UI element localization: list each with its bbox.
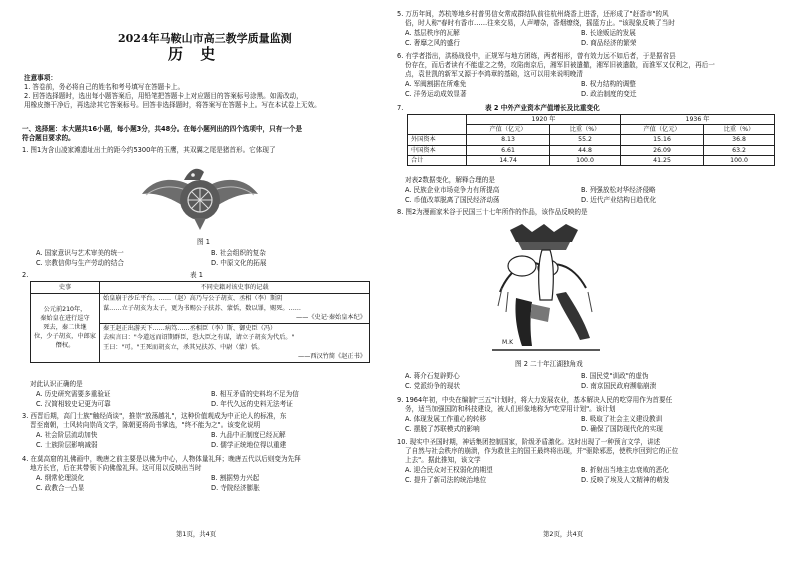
note-line-2: 2. 回答选择题时，选出每小题答案后，用铅笔把答题卡上对应题目的答案标号涂黑。如需改动， bbox=[24, 92, 303, 100]
table-2 bbox=[407, 114, 775, 166]
table2-row-foreign bbox=[408, 135, 775, 145]
cell: 14.74 bbox=[467, 155, 550, 165]
table2-header-pct: 比重（%） bbox=[550, 125, 621, 135]
q3-stem-2: 晋至南朝，士风转向崇尚文学，陈朝更将尚书掌选，"终不能为之"。该变化说明 bbox=[30, 421, 261, 429]
q6-option-b[interactable]: B. 权力结构的调整 bbox=[581, 80, 636, 88]
q6-stem-3: 点，袁世凯的新军又源于李鸿章的基础，这可以用来说明晚清 bbox=[405, 70, 584, 78]
record-line: 谋……立子胡亥为太子，更为书赐公子扶苏、蒙恬，数以罪，赐死。…… bbox=[103, 304, 301, 312]
q4-option-c[interactable]: C. 政教合一凸显 bbox=[36, 484, 85, 492]
note-line-1: 1. 答卷前，务必将自己的姓名和考号填写在答题卡上。 bbox=[24, 83, 185, 91]
cell: 55.2 bbox=[550, 135, 621, 145]
q7-option-d[interactable]: D. 近代产业结构日趋优化 bbox=[581, 196, 657, 204]
cell: 100.0 bbox=[704, 155, 775, 165]
q3-option-c[interactable]: C. 士族阶层影响减弱 bbox=[36, 441, 98, 449]
exam-subject: 历 史 bbox=[168, 45, 222, 63]
q8-option-c[interactable]: C. 党派纷争的现状 bbox=[405, 382, 460, 390]
event-line: 公元前210年， bbox=[43, 306, 87, 314]
q4-option-b[interactable]: B. 割据势力兴起 bbox=[211, 474, 260, 482]
q1-option-b[interactable]: B. 社会组织的复杂 bbox=[211, 249, 266, 257]
q5-option-b[interactable]: B. 长途贩运的发展 bbox=[581, 29, 636, 37]
page-footer-2: 第2页，共4页 bbox=[543, 530, 584, 538]
q10-option-a[interactable]: A. 迎合民众对王权弱化的期望 bbox=[405, 466, 493, 474]
table1-record-zhaozhengshu bbox=[100, 323, 370, 362]
section-title-2: 符合题目要求的。 bbox=[22, 134, 75, 142]
q6-stem-2: 份存在，而后者读有不能虚之之势，攻陷南京后，湘军旧被遣撤，湘军旧被遣散，而淮军又仅利之，再后一 bbox=[405, 61, 715, 69]
table-1 bbox=[30, 281, 370, 363]
notes-heading: 注意事项： bbox=[24, 74, 57, 82]
record-line: 王曰："可。"王死而胡亥立，杀其兄扶苏、中尉（蒙）恬。 bbox=[103, 343, 264, 351]
q1-stem: 1. 图1为含山凌家滩遗址出土的距今约5300年的玉鹰，其双翼之尾是猪首形。它体现了 bbox=[22, 146, 276, 154]
q9-stem-2: 务，适当加强国防和科技建设，被人们形象地称为"吃穿用计划"。该计划 bbox=[405, 405, 616, 413]
q4-option-a[interactable]: A. 纲常伦理淡化 bbox=[36, 474, 85, 482]
q1-option-a[interactable]: A. 国家意识与艺术审美的统一 bbox=[36, 249, 124, 257]
q8-option-a[interactable]: A. 蒋介石复辟野心 bbox=[405, 372, 460, 380]
fig1-caption: 图 1 bbox=[197, 238, 210, 246]
q7-option-b[interactable]: B. 列强放松对华经济侵略 bbox=[581, 186, 656, 194]
q3-option-d[interactable]: D. 儒学正统地位得以重建 bbox=[211, 441, 287, 449]
q6-option-a[interactable]: A. 军阀割据在所难免 bbox=[405, 80, 467, 88]
exam-title: 2024年马鞍山市高三教学质量监测 bbox=[118, 32, 292, 45]
q10-option-d[interactable]: D. 反映了埃及人文精神的萌发 bbox=[581, 476, 670, 484]
table2-row-total bbox=[408, 155, 775, 165]
fig2-caption: 图 2 二十年江湖独角戏 bbox=[515, 360, 583, 368]
q5-option-a[interactable]: A. 基层秩序的瓦解 bbox=[405, 29, 460, 37]
cartoon-figure bbox=[492, 222, 600, 356]
cartoon-signature: M.K bbox=[502, 339, 514, 346]
cell: 26.09 bbox=[620, 145, 703, 155]
q8-option-d[interactable]: D. 南京国民政府濒临崩溃 bbox=[581, 382, 657, 390]
q9-option-a[interactable]: A. 体现发展工作重心的转移 bbox=[405, 415, 487, 423]
q5-stem-1: 5. 万历年间，苏杭等地乡村普男信女常成群结队前往杭州烧香上进香，还形成了"赶香市"的风 bbox=[397, 10, 669, 18]
q4-option-d[interactable]: D. 寺院经济膨胀 bbox=[211, 484, 260, 492]
event-line: 位，少子胡亥，中郎家 bbox=[34, 333, 96, 341]
q10-option-c[interactable]: C. 提升了新司法的统治地位 bbox=[405, 476, 487, 484]
table2-year-1920: 1920 年 bbox=[467, 115, 621, 125]
cell: 36.8 bbox=[704, 135, 775, 145]
table1-header-records: 不同史籍对该史事的记载 bbox=[100, 282, 370, 294]
section-title: 一、选择题：本大题共16小题，每小题3分，共48分。在每小题列出的四个选项中，只有一个是 bbox=[22, 125, 303, 133]
q8-option-b[interactable]: B. 国民党"训政"的虚伪 bbox=[581, 372, 649, 380]
event-line: 秦始皇在进行巡守 bbox=[40, 315, 90, 323]
q8-stem: 8. 图2为漫画家米谷于民国三十七年所作的作品，该作品反映的是 bbox=[397, 208, 588, 216]
record-source: ——《史记·秦始皇本纪》 bbox=[295, 314, 366, 321]
row-label: 外国资本 bbox=[408, 135, 467, 145]
event-line: 死去，秦二世继 bbox=[43, 324, 87, 332]
cell: 41.25 bbox=[620, 155, 703, 165]
q6-option-d[interactable]: D. 政治制度的变迁 bbox=[581, 90, 637, 98]
q6-stem-1: 6. 有学者指出，洪杨战役中，正规军与地方团练，两者相形，曾有效力远不如后者，于是据省县 bbox=[397, 52, 676, 60]
q4-stem-2: 地方长官，后在其带领下向佛像礼拜。这可用以反映出当时 bbox=[30, 464, 202, 472]
jade-eagle-figure bbox=[134, 158, 266, 234]
q9-option-c[interactable]: C. 摆脱了苏联模式的影响 bbox=[405, 425, 480, 433]
cell: 6.61 bbox=[467, 145, 550, 155]
q2-option-d[interactable]: D. 年代久远的史料无法考证 bbox=[211, 400, 293, 408]
record-source: ——西汉竹简《赵正书》 bbox=[297, 353, 366, 360]
table2-header-value: 产值（亿元） bbox=[620, 125, 703, 135]
exam-page-2 bbox=[397, 0, 794, 561]
table2-corner bbox=[408, 115, 467, 135]
q7-option-c[interactable]: C. 币值改革脱离了国民经济动荡 bbox=[405, 196, 500, 204]
q2-prompt: 对此认识正确的是 bbox=[30, 380, 83, 388]
q5-option-d[interactable]: D. 商品经济的繁荣 bbox=[581, 39, 637, 47]
table1-event-cell bbox=[31, 294, 100, 363]
row-label: 合计 bbox=[408, 155, 467, 165]
cell: 8.13 bbox=[467, 135, 550, 145]
table2-year-1936: 1936 年 bbox=[620, 115, 774, 125]
q9-option-b[interactable]: B. 吸取了社会主义建设教训 bbox=[581, 415, 663, 423]
table2-header-pct: 比重（%） bbox=[704, 125, 775, 135]
q2-number: 2. bbox=[22, 271, 29, 279]
cell: 100.0 bbox=[550, 155, 621, 165]
q5-stem-2: 俗，时人称"春时有香市……往来交易，人声嘈杂，香烟缭绕，摇篮方止。"该现象反映了当时 bbox=[405, 19, 675, 27]
row-label: 中国资本 bbox=[408, 145, 467, 155]
table2-header-value: 产值（亿元） bbox=[467, 125, 550, 135]
record-line: 秦王赵正出游天下……病笃……丞相臣（李）斯、御史臣（冯） bbox=[103, 324, 277, 332]
page-footer-1: 第1页，共4页 bbox=[176, 530, 217, 538]
cell: 63.2 bbox=[704, 145, 775, 155]
q10-stem-3: 上去"。据此推知，该文学 bbox=[405, 456, 481, 464]
table1-record-shiji bbox=[100, 294, 370, 324]
q7-prompt: 对表2数据变化，解释合理的是 bbox=[405, 176, 495, 184]
q9-stem-1: 9. 1964年初，中央在编制"三五"计划时，将大力发展农业，基本解决人民的吃穿用作为首要任 bbox=[397, 396, 673, 404]
cell: 44.8 bbox=[550, 145, 621, 155]
table1-title: 表 1 bbox=[190, 271, 203, 279]
q7-option-a[interactable]: A. 民族企业市场竞争力有所提高 bbox=[405, 186, 500, 194]
cell: 15.16 bbox=[620, 135, 703, 145]
q5-option-c[interactable]: C. 奢靡之风的盛行 bbox=[405, 39, 460, 47]
note-line-3: 用橡皮擦干净后，再选涂其它答案标号。回答非选择题时，将答案写在答题卡上。写在本试卷上无效。 bbox=[24, 101, 321, 109]
q4-stem-1: 4. 在莫高窟的礼佛画中，晚唐之前主要是以佛为中心，人物体量礼拜；晚唐五代以后则变为先拜 bbox=[22, 455, 301, 463]
q6-option-c[interactable]: C. 洋务运动成效显著 bbox=[405, 90, 467, 98]
q2-option-b[interactable]: B. 相互矛盾的史料均不足为信 bbox=[211, 390, 299, 398]
table2-row-chinese bbox=[408, 145, 775, 155]
table1-header-event: 史事 bbox=[31, 282, 100, 294]
q9-option-d[interactable]: D. 确保了国防现代化的实现 bbox=[581, 425, 663, 433]
q3-option-b[interactable]: B. 九品中正制度已经瓦解 bbox=[211, 431, 286, 439]
q1-option-d[interactable]: D. 中原文化的拓展 bbox=[211, 259, 267, 267]
q10-option-b[interactable]: B. 折射出当地主忠衰败的恶化 bbox=[581, 466, 669, 474]
q7-number: 7. bbox=[397, 104, 404, 112]
q1-option-c[interactable]: C. 宗教信仰与生产劳动的结合 bbox=[36, 259, 124, 267]
record-line: 去疾言曰："今道远而诏期群臣，恐大臣之有谋，请立子胡亥为代后。" bbox=[103, 334, 295, 341]
q10-stem-1: 10. 现实中圣国时期，神话集团控制国家，阶级矛盾激化。这时出现了一种预言文学，讲述 bbox=[397, 438, 661, 446]
q10-stem-2: 了自然与社会秩序的崩溃，作为救世主的国王最终将出现，并"驱除邪恶，使秩序回到它的正位 bbox=[405, 447, 679, 455]
event-line: 僭权。 bbox=[55, 342, 75, 350]
q2-option-a[interactable]: A. 历史研究需要多重验证 bbox=[36, 390, 111, 398]
q2-option-c[interactable]: C. 汉简相较史记更为可靠 bbox=[36, 400, 111, 408]
q3-option-a[interactable]: A. 社会阶层流动加快 bbox=[36, 431, 98, 439]
record-line: 始皇崩于沙丘平台。……（赵）高乃与公子胡亥、丞相（李）斯阴 bbox=[103, 295, 283, 302]
table2-title: 表 2 中外产业资本产值增长及比重变化 bbox=[485, 104, 600, 112]
q3-stem-1: 3. 西晋后期，高门士族"触经尚谈"，推崇"放荡越礼"，这种价值观成为中正论人的标准，东 bbox=[22, 412, 287, 420]
